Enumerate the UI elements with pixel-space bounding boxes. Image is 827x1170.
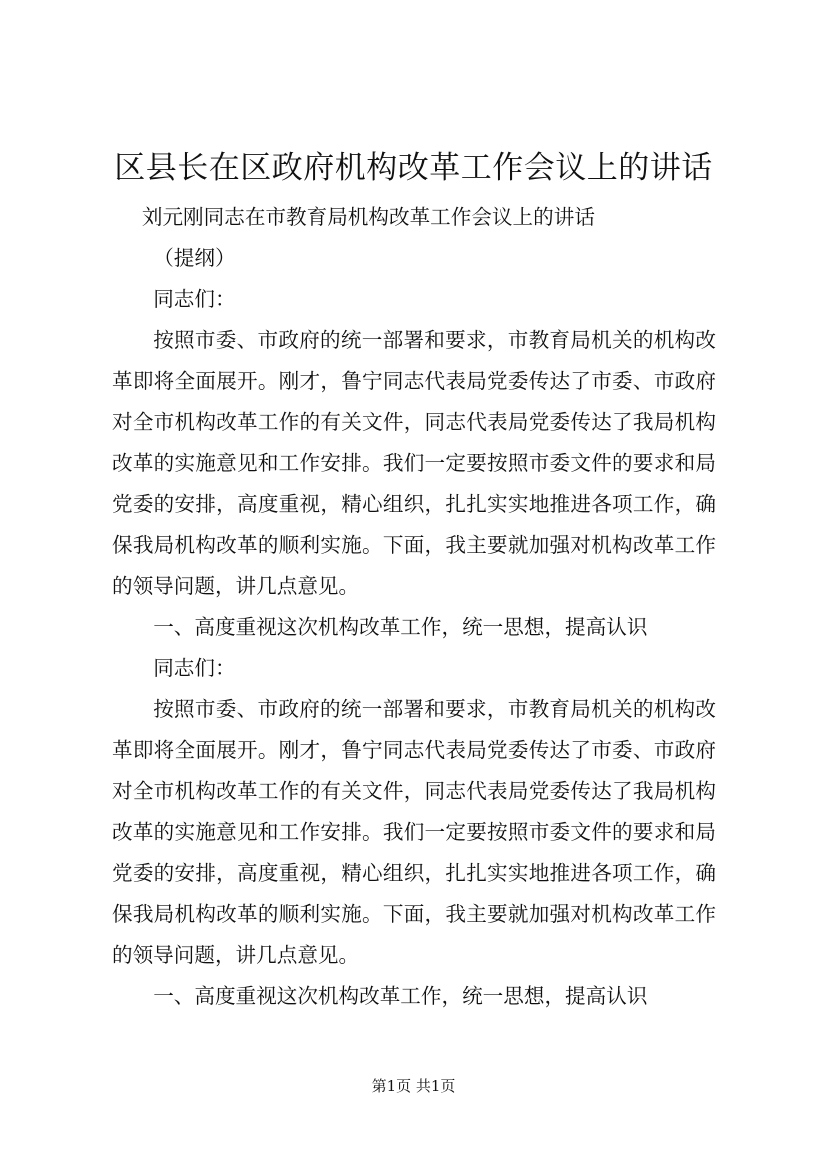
salutation: 同志们： [153, 287, 236, 311]
salutation: 同志们： [153, 656, 236, 680]
page-footer: 第1页 共1页 [371, 1077, 456, 1095]
document-subtitle: 刘元刚同志在市教育局机构改革工作会议上的讲话 [141, 205, 595, 229]
document-title: 区县长在区政府机构改革工作会议上的讲话 [114, 150, 713, 186]
section-heading: 一、高度重视这次机构改革工作，统一思想，提高认识 [153, 984, 648, 1008]
outline-note: （提纲） [153, 246, 236, 270]
body-paragraph: 按照市委、市政府的统一部署和要求，市教育局机关的机构改革即将全面展开。刚才，鲁宁同志代表局党委传达了市委、市政府对全市机构改革工作的有关文件，同志代表局党委传达了我局机构改革的实施意见和工作安排。我们一定要按照市委文件的要求和局党委的安排，高度重视，精心组织，扎扎实实地推进各项工作，确保我局机构改革的顺利实施。下面，我主要就加强对机构改革工作的领导问题，讲几点意见。 [112, 328, 716, 598]
document-body [112, 197, 716, 1017]
section-heading: 一、高度重视这次机构改革工作，统一思想，提高认识 [153, 615, 648, 639]
body-paragraph: 按照市委、市政府的统一部署和要求，市教育局机关的机构改革即将全面展开。刚才，鲁宁同志代表局党委传达了市委、市政府对全市机构改革工作的有关文件，同志代表局党委传达了我局机构改革的实施意见和工作安排。我们一定要按照市委文件的要求和局党委的安排，高度重视，精心组织，扎扎实实地推进各项工作，确保我局机构改革的顺利实施。下面，我主要就加强对机构改革工作的领导问题，讲几点意见。 [112, 697, 716, 967]
